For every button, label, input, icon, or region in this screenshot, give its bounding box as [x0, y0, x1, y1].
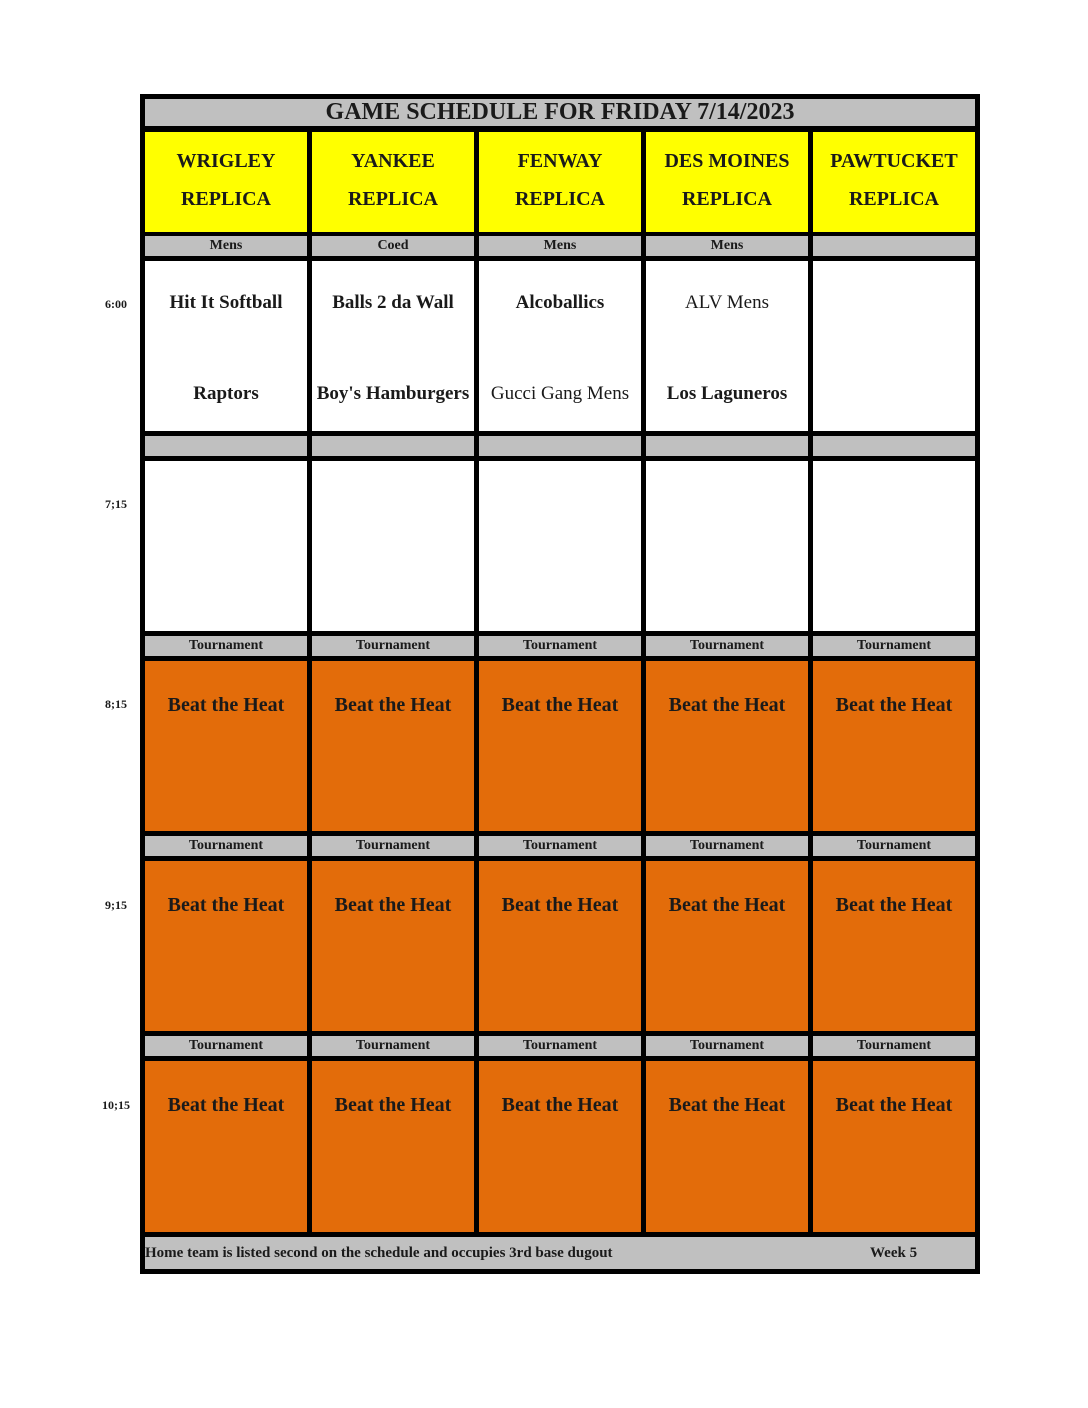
field-header-des-moines: [646, 132, 808, 232]
tournament-cell: [312, 861, 474, 1031]
tournament-label: Tournament: [145, 1036, 307, 1056]
game-cell: [312, 261, 474, 431]
tournament-game: Beat the Heat: [501, 1094, 619, 1116]
footer-row: [145, 1237, 975, 1269]
time-label: 6:00: [105, 297, 127, 311]
tournament-game: Beat the Heat: [334, 894, 452, 916]
tournament-label: Tournament: [813, 1036, 975, 1056]
league-label: [813, 436, 975, 456]
tournament-game: Beat the Heat: [334, 694, 452, 716]
field-name: PAWTUCKET: [830, 150, 958, 172]
tournament-label: Tournament: [646, 636, 808, 656]
tournament-game: Beat the Heat: [835, 894, 953, 916]
tournament-cell: [813, 1061, 975, 1232]
game-cell: [479, 461, 641, 631]
tournament-label: Tournament: [479, 1036, 641, 1056]
time-label: 9;15: [105, 898, 127, 912]
league-label: Mens: [646, 236, 808, 256]
tournament-cell: [646, 1061, 808, 1232]
home-team: Raptors: [193, 382, 259, 404]
tournament-label: Tournament: [646, 836, 808, 856]
game-cell: [813, 461, 975, 631]
tournament-label: Tournament: [813, 636, 975, 656]
tournament-game: Beat the Heat: [668, 694, 786, 716]
tournament-label: Tournament: [479, 836, 641, 856]
field-type: REPLICA: [681, 188, 772, 210]
league-label: [813, 236, 975, 256]
tournament-label: Tournament: [145, 636, 307, 656]
tournament-cell: [312, 1061, 474, 1232]
league-label: [646, 436, 808, 456]
schedule-table: [140, 94, 980, 1274]
tournament-game: Beat the Heat: [167, 1094, 285, 1116]
tournament-game: Beat the Heat: [501, 694, 619, 716]
game-cell: [145, 461, 307, 631]
tournament-cell: [813, 861, 975, 1031]
league-label: Coed: [312, 236, 474, 256]
away-team: Balls 2 da Wall: [332, 292, 454, 313]
footer-note: Home team is listed second on the schedule and occupies 3rd base dugout: [145, 1245, 613, 1261]
league-label: Mens: [479, 236, 641, 256]
tournament-game: Beat the Heat: [334, 1094, 452, 1116]
time-label: 7;15: [105, 497, 127, 511]
league-label: [479, 436, 641, 456]
tournament-game: Beat the Heat: [668, 1094, 786, 1116]
tournament-label: Tournament: [646, 1036, 808, 1056]
tournament-game: Beat the Heat: [167, 694, 285, 716]
field-type: REPLICA: [180, 188, 271, 210]
tournament-game: Beat the Heat: [668, 894, 786, 916]
field-header-pawtucket: [813, 132, 975, 232]
field-type: REPLICA: [347, 188, 438, 210]
tournament-game: Beat the Heat: [835, 1094, 953, 1116]
tournament-cell: [145, 861, 307, 1031]
league-label: [145, 436, 307, 456]
field-header-yankee: [312, 132, 474, 232]
tournament-game: Beat the Heat: [835, 694, 953, 716]
tournament-cell: [479, 661, 641, 831]
home-team: Los Laguneros: [666, 382, 788, 404]
game-cell: [145, 261, 307, 431]
tournament-cell: [646, 861, 808, 1031]
home-team: Boy's Hamburgers: [316, 382, 470, 404]
field-header-fenway: [479, 132, 641, 232]
game-cell: [479, 261, 641, 431]
tournament-label: Tournament: [312, 836, 474, 856]
away-team: ALV Mens: [685, 292, 769, 313]
tournament-label: Tournament: [813, 836, 975, 856]
tournament-label: Tournament: [312, 1036, 474, 1056]
field-header-wrigley: [145, 132, 307, 232]
field-name: DES MOINES: [664, 150, 790, 172]
tournament-label: Tournament: [312, 636, 474, 656]
away-team: Alcoballics: [515, 292, 605, 313]
game-cell: [646, 461, 808, 631]
tournament-cell: [145, 1061, 307, 1232]
tournament-game: Beat the Heat: [501, 894, 619, 916]
week-label: Week 5: [870, 1245, 918, 1261]
tournament-label: Tournament: [479, 636, 641, 656]
home-team: [813, 367, 975, 419]
away-team: Hit It Softball: [169, 292, 283, 313]
tournament-cell: [479, 861, 641, 1031]
field-name: FENWAY: [517, 150, 603, 172]
time-label: 10;15: [102, 1098, 130, 1112]
page-title: GAME SCHEDULE FOR FRIDAY 7/14/2023: [145, 99, 975, 126]
field-name: YANKEE: [351, 150, 435, 172]
game-cell: [312, 461, 474, 631]
tournament-cell: [646, 661, 808, 831]
tournament-cell: [145, 661, 307, 831]
home-team: Gucci Gang Mens: [490, 382, 630, 404]
tournament-cell: [312, 661, 474, 831]
league-label: [312, 436, 474, 456]
field-type: REPLICA: [848, 188, 939, 210]
league-label: Mens: [145, 236, 307, 256]
tournament-game: Beat the Heat: [167, 894, 285, 916]
tournament-cell: [479, 1061, 641, 1232]
time-label: 8;15: [105, 697, 127, 711]
game-cell: [646, 261, 808, 431]
field-type: REPLICA: [514, 188, 605, 210]
tournament-cell: [813, 661, 975, 831]
tournament-label: Tournament: [145, 836, 307, 856]
field-name: WRIGLEY: [176, 150, 276, 172]
game-cell: [813, 261, 975, 431]
